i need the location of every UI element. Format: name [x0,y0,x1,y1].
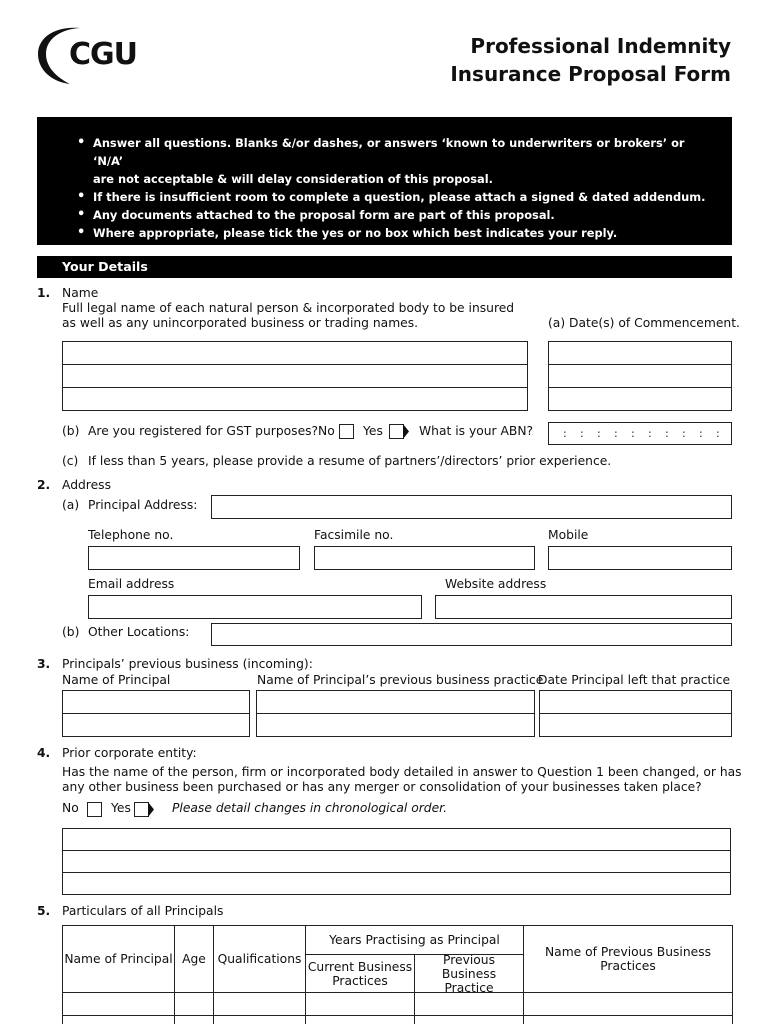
facsimile-field[interactable] [314,546,535,570]
other-locations-field[interactable] [211,623,732,646]
q4-detail-field-3[interactable] [62,872,731,895]
q1-desc-line1: Full legal name of each natural person & incorporated body to be insured [62,301,515,315]
mobile-field[interactable] [548,546,732,570]
gst-no-checkbox[interactable] [339,424,354,439]
q1-commencement-label: (a) Date(s) of Commencement. [548,316,740,330]
telephone-label: Telephone no. [88,528,174,542]
q4-desc-line1: Has the name of the person, firm or incorporated body detailed in answer to Question 1 been changed, or has [62,765,742,779]
abn-field-separators [549,423,731,444]
svg-text::: : [716,427,720,440]
facsimile-label: Facsimile no. [314,528,394,542]
q4-number: 4. [37,746,51,760]
svg-text::: : [580,427,584,440]
notice-item: • Any documents attached to the proposal form are part of this proposal. [77,206,717,224]
q3-col-date-left: Date Principal left that practice [538,673,731,687]
q4-yes-checkbox[interactable] [134,802,154,817]
col-header-age: Age [182,952,206,966]
logo-text: CGU [69,37,138,72]
q1-name-field-3[interactable] [62,387,528,411]
form-title-line2: Insurance Proposal Form [450,62,731,86]
q3-name-field-2[interactable] [62,713,250,737]
gst-question: Are you registered for GST purposes? [88,424,319,438]
gst-yes-label: Yes [363,424,383,438]
svg-text::: : [648,427,652,440]
q2-number: 2. [37,478,51,492]
notice-item: • Where appropriate, please tick the yes or no box which best indicates your reply. [77,224,717,242]
email-field[interactable] [88,595,422,619]
col-header-previous-line1: Previous Business [441,952,497,981]
q3-col-previous-practice: Name of Principal’s previous business practice [257,673,544,687]
q1-commencement-field-3[interactable] [548,387,732,411]
q4-no-checkbox[interactable] [87,802,102,817]
notice-item: • Answer all questions. Blanks &/or dashes, or answers ‘known to underwriters or brokers’ or ‘N/A’ are not acceptable & will delay consideration of this proposal. [77,134,717,188]
principal-address-label: Principal Address: [88,498,198,512]
col-header-current-line2: Practices [332,973,388,988]
q1-label: Name [62,286,99,300]
col-header-previous-practice [415,952,523,995]
q1-name-field-2[interactable] [62,364,528,388]
svg-text::: : [682,427,686,440]
other-locations-label: Other Locations: [88,625,190,639]
col-header-previous-line2: Practice [444,980,494,995]
website-label: Website address [445,577,547,591]
q3-date-field-2[interactable] [539,713,732,737]
q3-label: Principals’ previous business (incoming): [62,657,313,671]
col-header-qualifications: Qualifications [217,952,302,966]
q3-practice-field-1[interactable] [256,690,535,714]
col-header-current-line1: Current Business [307,959,413,974]
q3-number: 3. [37,657,51,671]
principals-table [62,925,733,1024]
q3-practice-field-2[interactable] [256,713,535,737]
form-title-line1: Professional Indemnity [470,34,731,58]
q4-label: Prior corporate entity: [62,746,197,760]
q3-col-name-principal: Name of Principal [62,673,171,687]
table-row[interactable] [63,993,732,1015]
q4-yes-label: Yes [111,801,131,815]
q4-desc-line2: any other business been purchased or has any merger or consolidation of your businesses taken place? [62,780,702,794]
abn-field[interactable] [548,422,732,445]
gst-yes-checkbox[interactable] [389,424,409,439]
q1-commencement-field-2[interactable] [548,364,732,388]
notice-item: • If there is insufficient room to complete a question, please attach a signed & dated addendum. [77,188,717,206]
q2a-label: (a) [62,498,80,512]
q2b-label: (b) [62,625,80,639]
q1c-label: (c) [62,454,79,468]
q1b-label: (b) [62,424,80,438]
abn-question: What is your ABN? [419,424,534,438]
svg-text::: : [631,427,635,440]
q4-no-label: No [62,801,79,815]
q4-detail-field-2[interactable] [62,850,731,873]
q1-name-field-1[interactable] [62,341,528,365]
q3-date-field-1[interactable] [539,690,732,714]
cgu-logo [36,24,151,86]
col-header-current-practices [306,955,414,992]
telephone-field[interactable] [88,546,300,570]
col-header-prev-names-line1: Name of Previous Business [544,945,712,959]
principal-address-field[interactable] [211,495,732,519]
svg-text::: : [563,427,567,440]
website-field[interactable] [435,595,732,619]
instructions-notice [37,117,732,245]
q5-number: 5. [37,904,51,918]
svg-text::: : [614,427,618,440]
q3-name-field-1[interactable] [62,690,250,714]
q4-detail-field-1[interactable] [62,828,731,851]
table-row[interactable] [63,1016,732,1024]
svg-text::: : [665,427,669,440]
col-header-prev-names-line2: Practices [600,959,656,973]
mobile-label: Mobile [548,528,589,542]
email-label: Email address [88,577,175,591]
q2-label: Address [62,478,111,492]
table-border-right [732,925,733,1024]
q1c-text: If less than 5 years, please provide a resume of partners’/directors’ prior experience. [88,454,612,468]
q1-desc-line2: as well as any unincorporated business or trading names. [62,316,419,330]
section-your-details: Your Details [37,256,732,278]
q1-commencement-field-1[interactable] [548,341,732,365]
svg-text::: : [597,427,601,440]
col-header-name-principal: Name of Principal [64,952,173,966]
q5-label: Particulars of all Principals [62,904,224,918]
col-header-years-practising: Years Practising as Principal [329,933,500,947]
col-header-previous-names [524,926,732,992]
svg-text::: : [699,427,703,440]
q1-number: 1. [37,286,51,300]
q4-detail-note: Please detail changes in chronological order. [172,801,447,815]
gst-no-label: No [318,424,335,438]
